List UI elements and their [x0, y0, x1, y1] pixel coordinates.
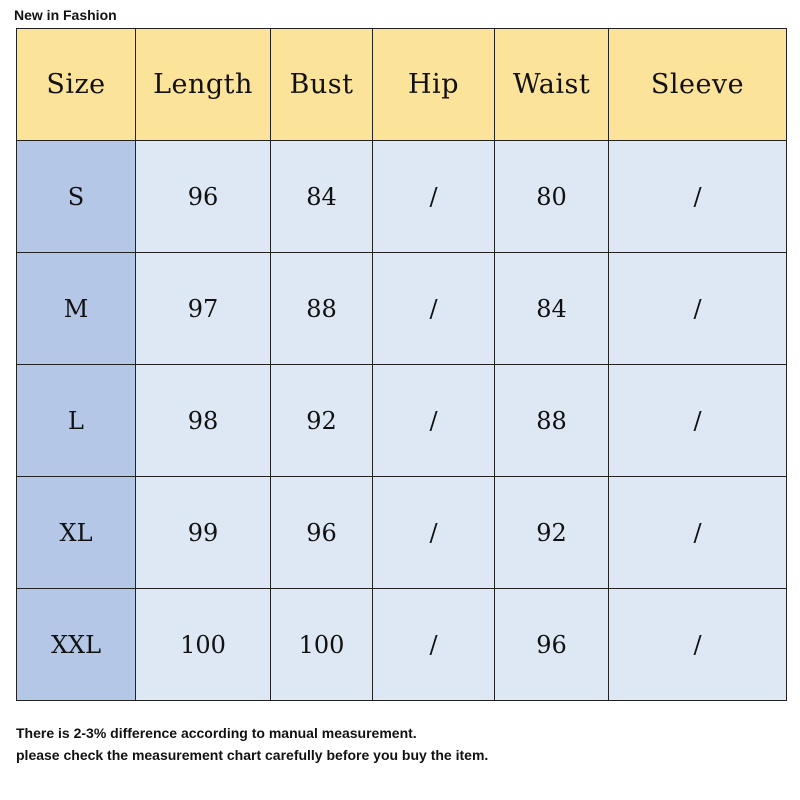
length-cell: 96 [136, 141, 271, 253]
sleeve-cell: / [609, 589, 787, 701]
waist-cell: 80 [495, 141, 609, 253]
waist-cell: 84 [495, 253, 609, 365]
column-header-bust: Bust [271, 29, 373, 141]
bust-cell: 100 [271, 589, 373, 701]
measurement-note-1: There is 2-3% difference according to manual measurement. [16, 725, 417, 741]
table-header-row [17, 29, 787, 141]
size-cell: S [17, 141, 136, 253]
hip-cell: / [373, 477, 495, 589]
bust-cell: 96 [271, 477, 373, 589]
length-cell: 98 [136, 365, 271, 477]
table-row [17, 253, 787, 365]
length-cell: 97 [136, 253, 271, 365]
brand-label: New in Fashion [14, 7, 117, 23]
column-header-sleeve: Sleeve [609, 29, 787, 141]
size-cell: XXL [17, 589, 136, 701]
sleeve-cell: / [609, 141, 787, 253]
waist-cell: 92 [495, 477, 609, 589]
bust-cell: 88 [271, 253, 373, 365]
table-row [17, 365, 787, 477]
size-cell: XL [17, 477, 136, 589]
waist-cell: 88 [495, 365, 609, 477]
size-cell: L [17, 365, 136, 477]
table-row [17, 477, 787, 589]
hip-cell: / [373, 365, 495, 477]
column-header-size: Size [17, 29, 136, 141]
sleeve-cell: / [609, 365, 787, 477]
length-cell: 99 [136, 477, 271, 589]
column-header-waist: Waist [495, 29, 609, 141]
hip-cell: / [373, 589, 495, 701]
bust-cell: 84 [271, 141, 373, 253]
column-header-length: Length [136, 29, 271, 141]
sleeve-cell: / [609, 477, 787, 589]
size-cell: M [17, 253, 136, 365]
size-chart-table [16, 28, 787, 701]
sleeve-cell: / [609, 253, 787, 365]
hip-cell: / [373, 141, 495, 253]
waist-cell: 96 [495, 589, 609, 701]
bust-cell: 92 [271, 365, 373, 477]
measurement-note-2: please check the measurement chart carefully before you buy the item. [16, 747, 489, 763]
column-header-hip: Hip [373, 29, 495, 141]
table-row [17, 589, 787, 701]
length-cell: 100 [136, 589, 271, 701]
table-row [17, 141, 787, 253]
hip-cell: / [373, 253, 495, 365]
